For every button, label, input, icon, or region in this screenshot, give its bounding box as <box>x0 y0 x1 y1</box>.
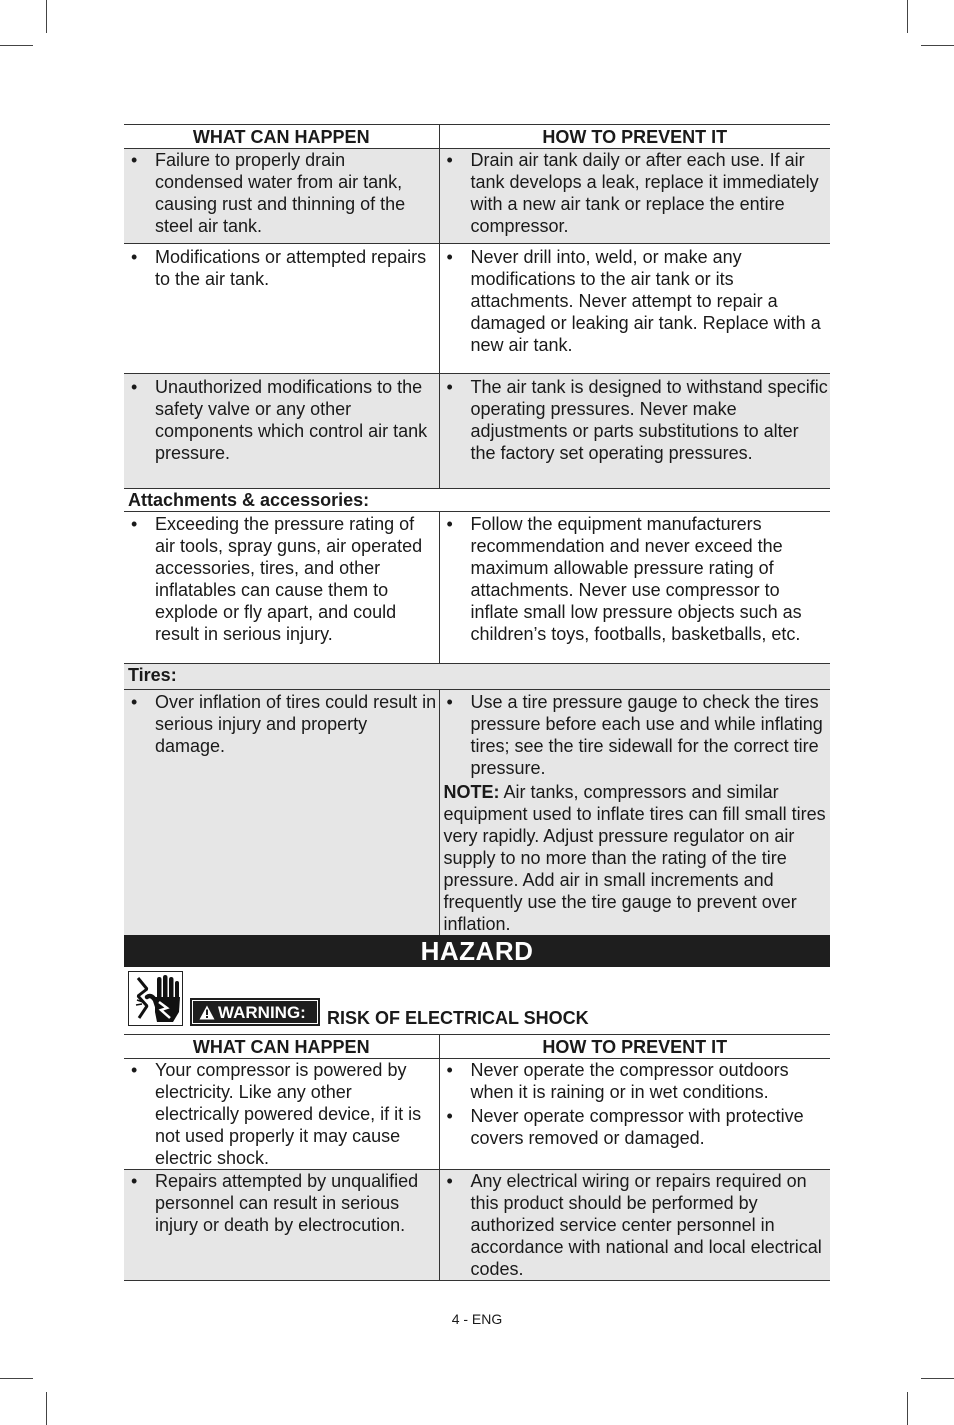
prevent-cell <box>439 374 830 489</box>
list-item: • Any electrical wiring or repairs required on this product should be performed by authorized service center personnel in accordance with national and local electrical codes. <box>444 1170 829 1280</box>
table-row <box>124 512 830 664</box>
table-row <box>124 374 830 489</box>
list-item: • Repairs attempted by unqualified personnel can result in serious injury or death by electrocution. <box>128 1170 437 1236</box>
list-item: • Your compressor is powered by electricity. Like any other electrically powered device, if it is not used properly it may cause electric shock. <box>128 1059 437 1169</box>
section-row-tires <box>124 664 830 690</box>
list-item: • Never operate the compressor outdoors when it is raining or in wet conditions. <box>444 1059 829 1103</box>
table-row <box>124 690 830 936</box>
crop-mark <box>907 1392 908 1425</box>
list-item: • Failure to properly drain condensed water from air tank, causing rust and thinning of the steel air tank. <box>128 149 437 237</box>
what-cell <box>124 1059 439 1170</box>
table-header-row <box>124 125 830 149</box>
list-item: • Unauthorized modifications to the safety valve or any other components which control air tank pressure. <box>128 376 437 464</box>
air-tank-hazard-table <box>124 124 830 935</box>
crop-mark <box>46 1392 47 1425</box>
crop-mark <box>0 1378 33 1379</box>
col-header-prevent: HOW TO PREVENT IT <box>439 1035 830 1059</box>
crop-mark <box>907 0 908 33</box>
warning-header <box>124 967 830 1034</box>
warning-label: WARNING: <box>218 1003 306 1022</box>
what-cell <box>124 1170 439 1281</box>
prevent-cell <box>439 149 830 244</box>
hazard-banner: HAZARD <box>124 935 830 967</box>
section-title: Attachments & accessories: <box>124 489 830 512</box>
col-header-what: WHAT CAN HAPPEN <box>124 1035 439 1059</box>
prevent-cell <box>439 1170 830 1281</box>
electric-shock-hand-icon <box>128 971 183 1026</box>
note-text: Air tanks, compressors and similar equipment used to inflate tires can fill small tires very rapidly. Adjust pressure regulator on air supply to no more than the rating of the tire pressure. Add air in small increments and frequently use the tire gauge to prevent over inflation. <box>443 782 826 934</box>
what-cell <box>124 149 439 244</box>
warning-triangle-icon <box>199 1005 215 1020</box>
list-item: • Use a tire pressure gauge to check the tires pressure before each use and while inflating tires; see the tire sidewall for the correct tire pressure. <box>444 691 829 779</box>
list-item: • The air tank is designed to withstand specific operating pressures. Never make adjustments or parts substitutions to alter the factory set operating pressures. <box>444 376 829 464</box>
prevent-cell <box>439 1059 830 1170</box>
what-cell <box>124 244 439 374</box>
table-header-row <box>124 1035 830 1059</box>
note-label: NOTE: <box>443 782 500 802</box>
electrical-hazard-table <box>124 1034 830 1281</box>
col-header-prevent: HOW TO PREVENT IT <box>439 125 830 149</box>
prevent-cell <box>439 512 830 664</box>
list-item: • Never operate compressor with protective covers removed or damaged. <box>444 1105 829 1149</box>
list-item: • Never drill into, weld, or make any modifications to the air tank or its attachments. Never attempt to repair a damaged or leaking air tank. Replace with a new air tank. <box>444 246 829 356</box>
table-row <box>124 1059 830 1170</box>
crop-mark <box>921 1378 954 1379</box>
list-item: • Modifications or attempted repairs to the air tank. <box>128 246 437 290</box>
risk-title: RISK OF ELECTRICAL SHOCK <box>327 1008 589 1028</box>
warning-badge <box>190 998 320 1026</box>
what-cell <box>124 512 439 664</box>
crop-mark <box>0 45 33 46</box>
list-item: • Exceeding the pressure rating of air tools, spray guns, air operated accessories, tires, and other inflatables can cause them to explode or fly apart, and could result in serious injury. <box>128 513 437 645</box>
prevent-cell <box>439 690 830 936</box>
table-row <box>124 149 830 244</box>
list-item: • Follow the equipment manufacturers recommendation and never exceed the maximum allowable pressure rating of attachments. Never use compressor to inflate small low pressure objects such as children’s toys, footballs, basketballs, etc. <box>444 513 829 645</box>
what-cell <box>124 374 439 489</box>
table-row <box>124 1170 830 1281</box>
crop-mark <box>921 45 954 46</box>
list-item: • Drain air tank daily or after each use. If air tank develops a leak, replace it immediately with a new air tank or replace the entire compressor. <box>444 149 829 237</box>
page-number: 4 - ENG <box>451 1311 503 1327</box>
tire-note <box>444 781 829 935</box>
what-cell <box>124 690 439 936</box>
manual-page <box>124 124 830 1281</box>
col-header-what: WHAT CAN HAPPEN <box>124 125 439 149</box>
section-title: Tires: <box>124 664 830 690</box>
section-row-attachments <box>124 489 830 512</box>
crop-mark <box>46 0 47 33</box>
list-item: • Over inflation of tires could result in serious injury and property damage. <box>128 691 437 757</box>
prevent-cell <box>439 244 830 374</box>
table-row <box>124 244 830 374</box>
